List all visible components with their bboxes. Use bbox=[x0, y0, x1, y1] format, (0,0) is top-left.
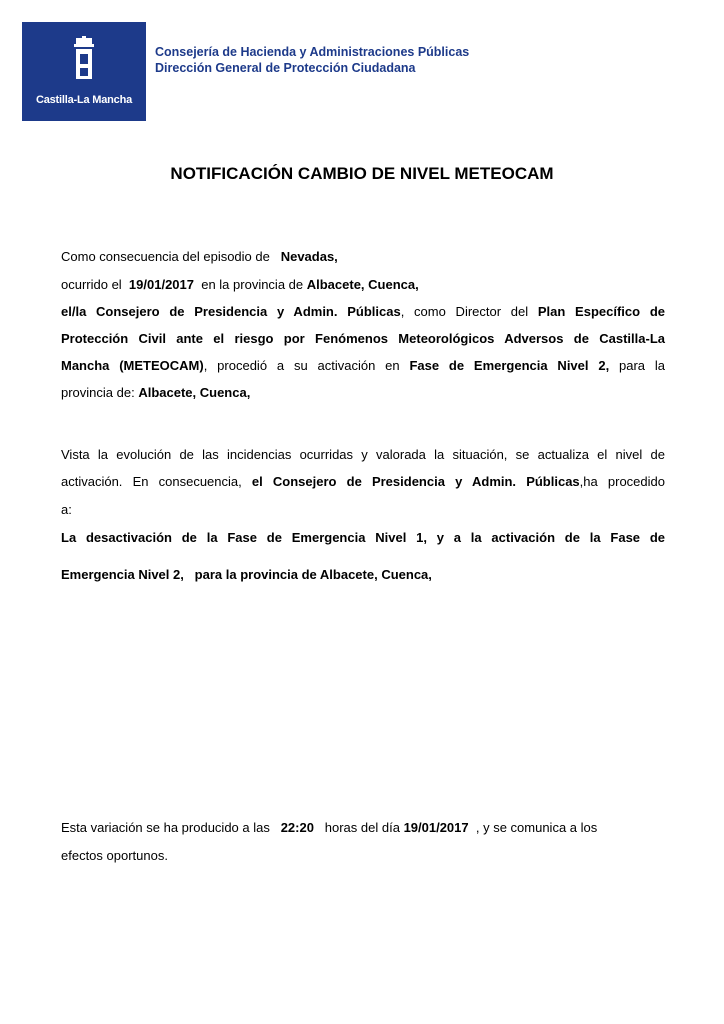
variation-time: 22:20 bbox=[280, 820, 314, 835]
coat-of-arms-icon bbox=[72, 36, 96, 88]
p2-line5: Emergencia Nivel 2, para la provincia de Albacete, Cuenca, bbox=[61, 567, 432, 582]
p2-line4: La desactivación de la Fase de Emergencia Nivel 1, y a la activación de la Fase de bbox=[61, 530, 665, 545]
p1-line1: Como consecuencia del episodio de Nevadas, bbox=[61, 249, 338, 264]
logo-text: Castilla-La Mancha bbox=[35, 94, 133, 106]
page-title: NOTIFICACIÓN CAMBIO DE NIVEL METEOCAM bbox=[170, 164, 554, 183]
p1-line5: Mancha (METEOCAM), procedió a su activación en Fase de Emergencia Nivel 2, para la bbox=[61, 358, 665, 373]
p2-line3: a: bbox=[61, 502, 72, 517]
p2-line2: activación. En consecuencia, el Consejero de Presidencia y Admin. Públicas,ha procedido bbox=[61, 474, 665, 489]
org-department: Consejería de Hacienda y Administraciones Públicas bbox=[155, 45, 470, 59]
episode-date: 19/01/2017 bbox=[128, 277, 194, 292]
organization-header bbox=[155, 44, 469, 76]
p1-line6: provincia de: Albacete, Cuenca, bbox=[61, 385, 251, 400]
p3-line1: Esta variación se ha producido a las 22:20 horas del día 19/01/2017 , y se comunica a los bbox=[61, 820, 598, 835]
variation-date: 19/01/2017 bbox=[403, 820, 469, 835]
castilla-la-mancha-logo bbox=[22, 22, 146, 121]
p1-line2: ocurrido el 19/01/2017 en la provincia de Albacete, Cuenca, bbox=[61, 277, 419, 292]
p2-line1: Vista la evolución de las incidencias ocurridas y valorada la situación, se actualiza el nivel de bbox=[61, 447, 665, 462]
episode-provinces: Albacete, Cuenca, bbox=[306, 277, 419, 292]
p1-line4: Protección Civil ante el riesgo por Fenómenos Meteorológicos Adversos de Castilla-La bbox=[61, 331, 665, 346]
p3-line2: efectos oportunos. bbox=[61, 848, 168, 863]
org-directorate: Dirección General de Protección Ciudadana bbox=[155, 61, 416, 75]
p1-line3: el/la Consejero de Presidencia y Admin. Públicas, como Director del Plan Específico de bbox=[61, 304, 665, 319]
episode-type: Nevadas, bbox=[280, 249, 338, 264]
